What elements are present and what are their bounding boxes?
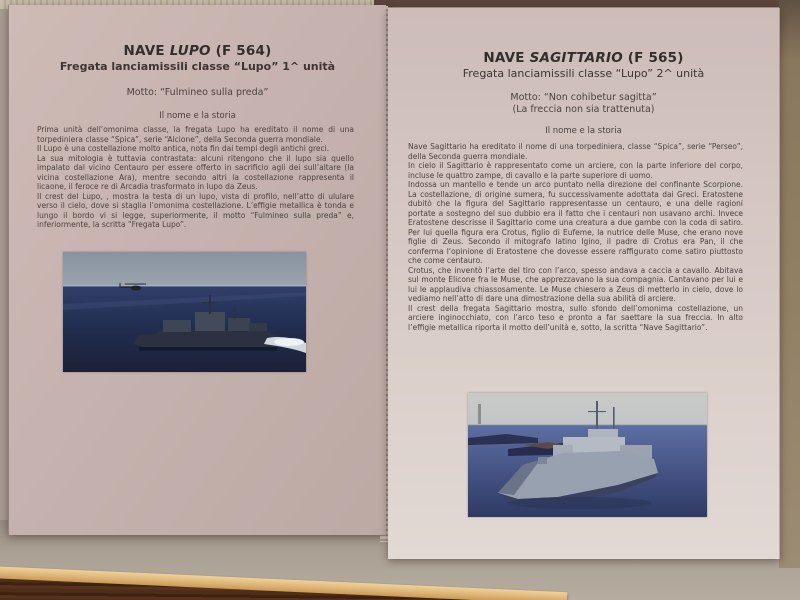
title-ship-name: SAGITTARIO: [529, 50, 623, 66]
lupo-body-text: [37, 125, 354, 230]
title-suffix: (F 564): [210, 43, 272, 59]
paragraph: Indossa un mantello e tende un arco puntato nella direzione del confinante Scorpione. La costellazione, di origine sumera, fu successivamente adottata dai Greci. Eratostene dubitò che la figura del Sagittario rappresentasse un centauro, e una delle ragioni portate a sostegno del suo dubbio era il fatto che i centauri non usavano archi. Invece Eratostene descrisse il Sagittario come una creatura a due gambe con la coda di satiro. Per lui quella figura era Crotus, figlio di Eufeme, la nutrice delle Muse, che erano nove figlie di Zeus. Secondo il mitografo latino Igino, il padre di Crotus era Pan, il che conferma l’opinione di Eratostene che dovesse essere raffigurato come satiro piuttosto che come centauro.: [408, 180, 743, 265]
sagittario-page-title: [388, 50, 779, 66]
sagittario-section-heading: Il nome e la storia: [545, 126, 622, 136]
lupo-page: [8, 5, 386, 535]
sagittario-page: [388, 8, 780, 559]
paragraph: La sua mitologia è tuttavia contrastata: alcuni ritengono che il lupo sia quello impalato dal vicino Centauro per essere offerto in sacrificio agli dei sull’altare (la vicina costellazione Ara), mentre secondo altri la costellazione rappresenta il licaone, il feroce re di Arcadia trasformato in lupo da Zeus.: [37, 153, 354, 191]
lupo-page-title: [9, 43, 386, 59]
paragraph: Il crest della fregata Sagittario mostra, sullo sfondo dell’omonima costellazione, un arciere inginocchiato, con l’arco teso e pronto a far saettare la sua freccia. In alto l’effigie metallica riporta il motto dell’unità e, sotto, la scritta “Nave Sagittario”.: [408, 303, 743, 332]
paragraph: Il crest del Lupo, , mostra la testa di un lupo, vista di profilo, nell’atto di ululare verso il cielo, dove si staglia l’omonima costellazione. L’effigie metallica è tonda e lungo il bordo vi si legge, superiormente, il motto “Fulmineo sulla preda” e, inferiormente, la scritta “Fregata Lupo”.: [37, 191, 354, 229]
lupo-photo-art: [63, 252, 306, 372]
lupo-page-subtitle: Fregata lanciamissili classe “Lupo” 1^ unità: [59, 60, 336, 73]
title-suffix: (F 565): [622, 50, 684, 66]
paragraph: Nave Sagittario ha ereditato il nome di una torpediniera, classe “Spica”, serie “Perseo”, della Seconda guerra mondiale.: [408, 142, 743, 161]
paragraph: In cielo il Sagittario è rappresentato come un arciere, con la parte inferiore del corpo, incluse le quattro zampe, di cavallo e la parte superiore di uomo.: [408, 161, 743, 180]
horizon-line: [468, 424, 707, 425]
sagittario-body-text: [408, 142, 743, 332]
lupo-section-heading: Il nome e la storia: [159, 111, 236, 121]
sagittario-ship-photo: [468, 393, 707, 517]
board-right-edge: [779, 0, 800, 568]
distant-tower: [478, 404, 481, 425]
sagittario-motto: Motto: “Non cohibetur sagitta”: [510, 92, 657, 103]
sagittario-motto-translation: (La freccia non sia trattenuta): [512, 104, 655, 115]
bow-spray: [274, 338, 304, 346]
sagittario-page-subtitle: Fregata lanciamissili classe “Lupo” 2^ unità: [462, 67, 705, 80]
title-prefix: NAVE: [483, 50, 530, 66]
horizon-line: [63, 285, 306, 286]
sky: [468, 393, 707, 425]
sky: [63, 252, 306, 286]
lupo-ship-photo: [63, 252, 306, 372]
paragraph: Il Lupo è una costellazione molto antica, nota fin dai tempi degli antichi greci.: [37, 144, 330, 153]
title-prefix: NAVE: [123, 43, 170, 59]
sagittario-photo-art: [468, 393, 707, 517]
title-ship-name: LUPO: [169, 43, 211, 59]
paragraph: Prima unità dell’omonima classe, la fregata Lupo ha ereditato il nome di una torpediniera classe “Spica”, serie “Alcione”, della Seconda guerra mondiale.: [37, 125, 354, 144]
ship-reflection: [508, 497, 652, 509]
lupo-motto: Motto: “Fulmineo sulla preda”: [126, 87, 269, 98]
paragraph: Crotus, che inventò l’arte del tiro con l’arco, spesso andava a caccia a cavallo. Abitava sul monte Elicone fra le Muse, che apprezzavano la sua compagnia. Cantavano per lui e lui le applaudiva chiassosamente. Le Muse chiesero a Zeus di metterlo in cielo, dove lo vediamo nell’atto di dare una dimostrazione della sua abilità di arciere.: [408, 265, 743, 303]
